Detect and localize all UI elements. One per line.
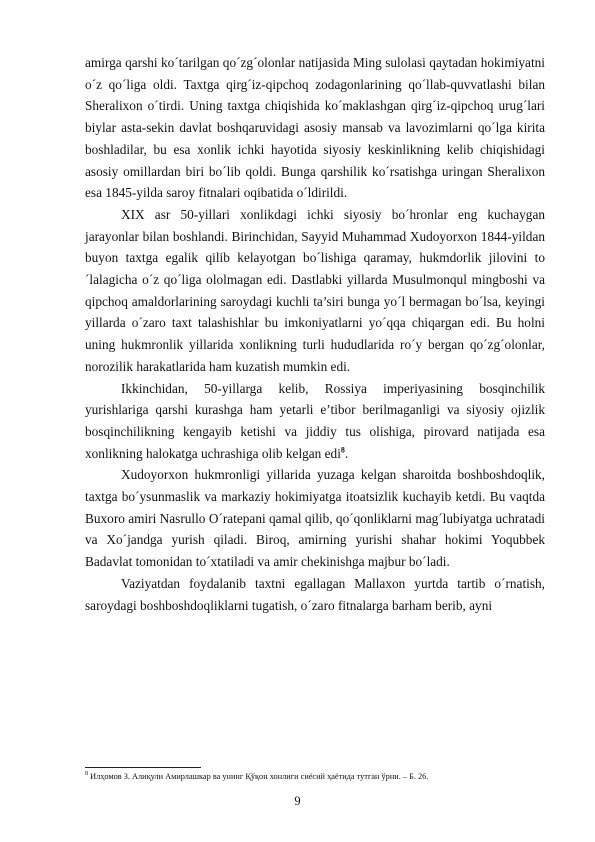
footnote-number: 8: [85, 771, 88, 778]
footnote: [85, 771, 545, 782]
page-body: [85, 52, 545, 616]
paragraph-3: [85, 378, 545, 465]
paragraph-2: XIX asr 50-yillari xonlikdagi ichki siyosiy bo´hronlar eng kuchaygan jarayonlar bilan boshlandi. Birinchidan, Sayyid Muhammad Xudoyorxon 1844-yildan buyon taxtga egalik qilib kelayotgan bo´lishiga qaramay, hukmdorlik jilovini to´lalagicha o´z qo´liga ololmagan edi. Dastlabki yillarda Musulmonqul mingboshi va qipchoq amaldorlarining saroydagi kuchli ta’siri bunga yo´l bermagan bo´lsa, keyingi yillarda o´zaro taxt talashishlar bu imkoniyatlarni yo´qqa chiqargan edi. Bu holni uning hukmronlik yillarida xonlikning turli hududlarida ro´y bergan qo´zg´olonlar, norozilik harakatlarida ham kuzatish mumkin edi.: [85, 206, 545, 374]
footnote-text: Илҳомов З. Алиқули Амирлашкар ва унинг Қўқон хонлиги сиёсий ҳаётида тутган ўрни. – Б. 26.: [88, 772, 429, 781]
paragraph-1: amirga qarshi ko´tarilgan qo´zg´olonlar natijasida Ming sulolasi qaytadan hokimiyatni o´z qo´liga oldi. Taxtga qirg´iz-qipchoq zodagonlarining qo´llab-quvvatlashi bilan Sheralixon o´tirdi. Uning taxtga chiqishida ko´maklashgan qirg´iz-qipchoq urug´lari biylar asta-sekin davlat boshqaruvidagi asosiy mansab va lavozimlarni qo´lga kirita boshladilar, bu esa xonlik ichki hayotida siyosiy keskinlikning kelib chiqishidagi asosiy omillardan biri bo´lib qoldi. Bunga qarshilik ko´rsatishga uringan Sheralixon esa 1845-yilda saroy fitnalari oqibatida o´ldirildi.: [85, 55, 545, 201]
paragraph-4: Xudoyorxon hukmronligi yillarida yuzaga kelgan sharoitda boshboshdoqlik, taxtga bo´ysunmaslik va markaziy hokimiyatga itoatsizlik kuchayib ketdi. Bu vaqtda Buxoro amiri Nasrullo O´ratepani qamal qilib, qo´qonliklarni mag´lubiyatga uchratadi va Xo´jandga yurish qiladi. Biroq, amirning yurishi shahar hokimi Yoqubbek Badavlat tomonidan to´xtatiladi va amir chekinishga majbur bo´ladi.: [85, 467, 545, 570]
footnote-divider: [85, 767, 201, 768]
paragraph-3-text: Ikkinchidan, 50-yillarga kelib, Rossiya imperiyasining bosqinchilik yurishlariga qarshi kurashga ham yetarli e’tibor berilmaganligi va siyosiy ojizlik bosqinchilikning kengayib ketishi va jiddiy tus olishiga, pirovard natijada esa xonlikning halokatga uchrashiga olib kelgan edi: [85, 380, 545, 461]
paragraph-5: Vaziyatdan foydalanib taxtni egallagan Mallaxon yurtda tartib o´rnatish, saroydagi boshboshdoqliklarni tugatish, o´zaro fitnalarga barham berib, ayni: [85, 575, 545, 613]
footnote-reference[interactable]: 8: [340, 445, 345, 455]
page-number: 9: [294, 794, 301, 808]
paragraph-3-tail: .: [344, 445, 349, 461]
